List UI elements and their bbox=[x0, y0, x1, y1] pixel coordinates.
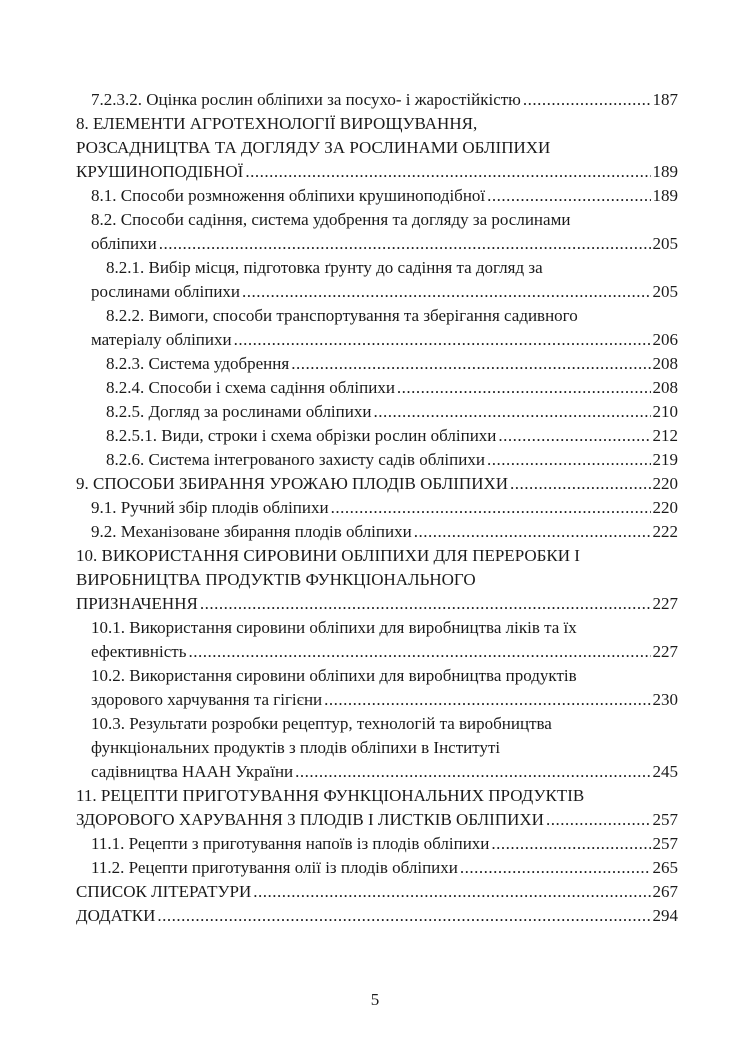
toc-entry-title: 9. СПОСОБИ ЗБИРАННЯ УРОЖАЮ ПЛОДІВ ОБЛІПИХИ bbox=[76, 474, 509, 493]
toc-leader bbox=[159, 232, 651, 256]
toc-entry bbox=[76, 112, 477, 136]
toc-entry bbox=[106, 448, 678, 472]
toc-entry-title: 10.2. Використання сировини обліпихи для виробництва продуктів bbox=[91, 666, 577, 685]
toc-entry-title: 11. РЕЦЕПТИ ПРИГОТУВАННЯ ФУНКЦІОНАЛЬНИХ ПРОДУКТІВ bbox=[76, 786, 585, 805]
toc-leader bbox=[487, 184, 650, 208]
toc-entry bbox=[76, 904, 678, 928]
toc-leader bbox=[242, 280, 650, 304]
toc-entry-title: ЗДОРОВОГО ХАРУВАННЯ З ПЛОДІВ І ЛИСТКІВ ОБЛІПИХИ bbox=[76, 810, 544, 829]
toc-entry-page: 189 bbox=[652, 162, 678, 181]
toc-entry-title: 8. ЕЛЕМЕНТИ АГРОТЕХНОЛОГІЇ ВИРОЩУВАННЯ, bbox=[76, 114, 478, 133]
toc-entry-page: 265 bbox=[652, 858, 678, 877]
toc-entry-title: 8.2.6. Система інтегрованого захисту садів обліпихи bbox=[106, 450, 485, 469]
toc-entry-page: 210 bbox=[652, 402, 678, 421]
toc-entry-page: 205 bbox=[652, 234, 678, 253]
toc-entry-title: РОЗСАДНИЦТВА ТА ДОГЛЯДУ ЗА РОСЛИНАМИ ОБЛІПИХИ bbox=[76, 138, 551, 157]
toc-entry-continuation bbox=[91, 760, 678, 784]
toc-leader bbox=[245, 160, 650, 184]
toc-entry-continuation bbox=[91, 640, 678, 664]
toc-entry-page: 187 bbox=[652, 90, 678, 109]
toc-entry-page: 257 bbox=[652, 834, 678, 853]
toc-leader bbox=[460, 856, 651, 880]
toc-entry-continuation bbox=[76, 160, 678, 184]
toc-entry-continuation bbox=[91, 736, 500, 760]
toc-entry-title: 8.2.5. Догляд за рослинами обліпихи bbox=[106, 402, 372, 421]
toc-leader bbox=[253, 880, 650, 904]
toc-entry bbox=[106, 256, 543, 280]
toc-entry-title: ефективність bbox=[91, 642, 187, 661]
toc-leader bbox=[331, 496, 651, 520]
toc-entry-page: 257 bbox=[652, 810, 678, 829]
toc-entry bbox=[91, 856, 678, 880]
toc-leader bbox=[234, 328, 651, 352]
toc-entry-title: обліпихи bbox=[91, 234, 157, 253]
toc-entry-title: функціональних продуктів з плодів обліпихи в Інституті bbox=[91, 738, 501, 757]
toc-entry-title: ДОДАТКИ bbox=[76, 906, 156, 925]
toc-entry-title: 8.2. Способи садіння, система удобрення та догляду за рослинами bbox=[91, 210, 571, 229]
toc-entry bbox=[76, 472, 678, 496]
toc-leader bbox=[523, 88, 651, 112]
toc-leader bbox=[397, 376, 651, 400]
page-number: 5 bbox=[370, 990, 380, 1009]
toc-entry-title: садівництва НААН України bbox=[91, 762, 294, 781]
toc-entry bbox=[91, 520, 678, 544]
toc-entry-continuation bbox=[91, 280, 678, 304]
toc-entry-page: 294 bbox=[652, 906, 678, 925]
toc-entry-continuation bbox=[76, 136, 550, 160]
toc-entry-title: 9.2. Механізоване збирання плодів обліпихи bbox=[91, 522, 412, 541]
toc-leader bbox=[188, 640, 650, 664]
toc-entry-page: 227 bbox=[652, 642, 678, 661]
toc-entry-title: ПРИЗНАЧЕННЯ bbox=[76, 594, 198, 613]
toc-entry bbox=[106, 400, 678, 424]
toc-entry-page: 212 bbox=[652, 426, 678, 445]
toc-entry bbox=[91, 712, 552, 736]
toc-entry-page: 208 bbox=[652, 354, 678, 373]
toc-entry-title: 11.2. Рецепти приготування олії із плодів обліпихи bbox=[91, 858, 458, 877]
toc-entry-title: 8.2.2. Вимоги, способи транспортування та зберігання садивного bbox=[106, 306, 578, 325]
toc-entry-page: 227 bbox=[652, 594, 678, 613]
toc-entry-title: 10.1. Використання сировини обліпихи для виробництва ліків та їх bbox=[91, 618, 577, 637]
toc-entry bbox=[91, 88, 678, 112]
toc-entry-title: 8.2.1. Вибір місця, підготовка ґрунту до садіння та догляд за bbox=[106, 258, 543, 277]
toc-entry-title: 8.2.5.1. Види, строки і схема обрізки рослин обліпихи bbox=[106, 426, 497, 445]
toc-entry-title: 7.2.3.2. Оцінка рослин обліпихи за посухо- і жаростійкістю bbox=[91, 90, 521, 109]
toc-entry-continuation bbox=[91, 232, 678, 256]
toc-entry-title: ВИРОБНИЦТВА ПРОДУКТІВ ФУНКЦІОНАЛЬНОГО bbox=[76, 570, 476, 589]
toc-leader bbox=[200, 592, 651, 616]
toc-entry-page: 219 bbox=[652, 450, 678, 469]
toc-entry-continuation bbox=[76, 568, 476, 592]
toc-entry bbox=[91, 832, 678, 856]
toc-entry-title: здорового харчування та гігієни bbox=[91, 690, 323, 709]
toc-entry bbox=[91, 664, 577, 688]
toc-entry-continuation bbox=[76, 808, 678, 832]
toc-entry-title: рослинами обліпихи bbox=[91, 282, 241, 301]
toc-entry bbox=[91, 208, 570, 232]
toc-leader bbox=[324, 688, 650, 712]
toc-entry bbox=[106, 304, 578, 328]
toc-entry-page: 205 bbox=[652, 282, 678, 301]
toc-entry-title: 8.1. Способи розмноження обліпихи крушиноподібної bbox=[91, 186, 486, 205]
toc-leader bbox=[157, 904, 650, 928]
toc-entry-title: СПИСОК ЛІТЕРАТУРИ bbox=[76, 882, 252, 901]
toc-leader bbox=[491, 832, 650, 856]
toc-entry bbox=[91, 496, 678, 520]
toc-entry-continuation bbox=[76, 592, 678, 616]
toc-entry-page: 220 bbox=[652, 498, 678, 517]
toc-entry-title: 10. ВИКОРИСТАННЯ СИРОВИНИ ОБЛІПИХИ ДЛЯ ПЕРЕРОБКИ І bbox=[76, 546, 580, 565]
toc-entry-continuation bbox=[91, 688, 678, 712]
toc-leader bbox=[487, 448, 651, 472]
toc-entry-title: КРУШИНОПОДІБНОЇ bbox=[76, 162, 244, 181]
toc-entry-title: 8.2.4. Способи і схема садіння обліпихи bbox=[106, 378, 395, 397]
toc-entry-page: 222 bbox=[652, 522, 678, 541]
toc-entry-title: 10.3. Результати розробки рецептур, технологій та виробництва bbox=[91, 714, 552, 733]
toc-entry bbox=[106, 424, 678, 448]
toc-entry bbox=[76, 544, 580, 568]
toc-entry-page: 206 bbox=[652, 330, 678, 349]
toc-entry-page: 245 bbox=[652, 762, 678, 781]
toc-entry-title: 8.2.3. Система удобрення bbox=[106, 354, 290, 373]
toc-entry bbox=[76, 880, 678, 904]
toc-leader bbox=[373, 400, 650, 424]
toc-leader bbox=[510, 472, 650, 496]
toc-entry bbox=[106, 376, 678, 400]
toc-entry-page: 208 bbox=[652, 378, 678, 397]
toc-leader bbox=[295, 760, 650, 784]
toc-entry-title: 11.1. Рецепти з приготування напоїв із плодів обліпихи bbox=[91, 834, 490, 853]
toc-entry bbox=[91, 184, 678, 208]
toc-entry bbox=[76, 784, 584, 808]
toc-entry-page: 220 bbox=[652, 474, 678, 493]
toc-entry-continuation bbox=[91, 328, 678, 352]
toc-entry-page: 267 bbox=[652, 882, 678, 901]
toc-entry-page: 230 bbox=[652, 690, 678, 709]
toc-entry-title: матеріалу обліпихи bbox=[91, 330, 232, 349]
toc-entry bbox=[106, 352, 678, 376]
toc-leader bbox=[546, 808, 651, 832]
toc-entry-title: 9.1. Ручний збір плодів обліпихи bbox=[91, 498, 329, 517]
toc-leader bbox=[291, 352, 650, 376]
toc-entry-page: 189 bbox=[652, 186, 678, 205]
toc-entry bbox=[91, 616, 577, 640]
toc-leader bbox=[498, 424, 650, 448]
toc-leader bbox=[414, 520, 651, 544]
